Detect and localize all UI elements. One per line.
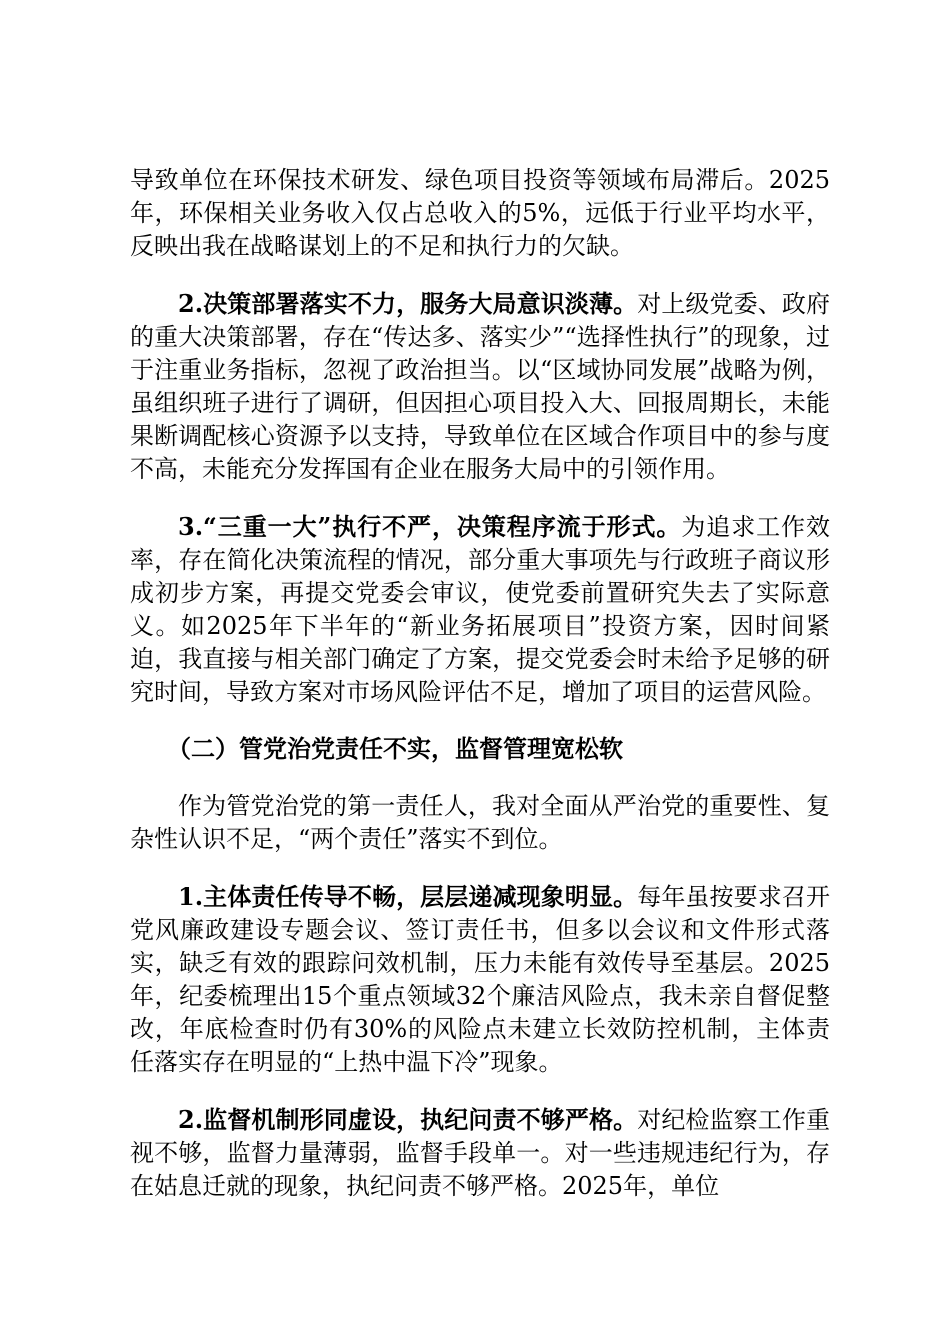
paragraph-text: 每年虽按要求召开党风廉政建设专题会议、签订责任书，但多以会议和文件形式落实，缺乏有效的跟踪问效机制，压力未能有效传导至基层。2025年，纪委梳理出15个重点领域32个廉洁风险点，我未亲自督促整改，年底检查时仍有30%的风险点未建立长效防控机制，主体责任落实存在明显的“上热中温下冷”现象。 xyxy=(130,883,830,1076)
document-page xyxy=(130,164,830,1227)
paragraph-decision-implementation xyxy=(130,287,830,486)
paragraph-lead: 2.监督机制形同虚设，执纪问责不够严格。 xyxy=(178,1105,638,1134)
paragraph-three-major-one-large xyxy=(130,510,830,709)
section-heading: （二）管党治党责任不实，监督管理宽松软 xyxy=(167,735,623,763)
paragraph-main-responsibility xyxy=(130,880,830,1079)
paragraph-lead: 1.主体责任传导不畅，层层递减现象明显。 xyxy=(178,882,638,911)
paragraph-lead: 3.“三重一大”执行不严，决策程序流于形式。 xyxy=(178,512,682,541)
paragraph-intro xyxy=(130,790,830,856)
paragraph-supervision-mechanism xyxy=(130,1103,830,1203)
paragraph-continuation xyxy=(130,164,830,263)
paragraph-text: 为追求工作效率，存在简化决策流程的情况，部分重大事项先与行政班子商议形成初步方案，再提交党委会审议，使党委前置研究失去了实际意义。如2025年下半年的“新业务拓展项目”投资方案，因时间紧迫，我直接与相关部门确定了方案，提交党委会时未给予足够的研究时间，导致方案对市场风险评估不足，增加了项目的运营风险。 xyxy=(130,513,830,706)
paragraph-lead: 2.决策部署落实不力，服务大局意识淡薄。 xyxy=(178,289,638,318)
paragraph-text: 导致单位在环保技术研发、绿色项目投资等领域布局滞后。2025年，环保相关业务收入仅占总收入的5%，远低于行业平均水平，反映出我在战略谋划上的不足和执行力的欠缺。 xyxy=(130,166,830,260)
paragraph-text: 作为管党治党的第一责任人，我对全面从严治党的重要性、复杂性认识不足，“两个责任”落实不到位。 xyxy=(130,792,830,853)
paragraph-text: 对上级党委、政府的重大决策部署，存在“传达多、落实少”“选择性执行”的现象，过于注重业务指标，忽视了政治担当。以“区域协同发展”战略为例，虽组织班子进行了调研，但因担心项目投入大、回报周期长，未能果断调配核心资源予以支持，导致单位在区域合作项目中的参与度不高，未能充分发挥国有企业在服务大局中的引领作用。 xyxy=(130,290,830,483)
paragraph-text: 对纪检监察工作重视不够，监督力量薄弱，监督手段单一。对一些违规违纪行为，存在姑息迁就的现象，执纪问责不够严格。2025年，单位 xyxy=(130,1106,830,1200)
